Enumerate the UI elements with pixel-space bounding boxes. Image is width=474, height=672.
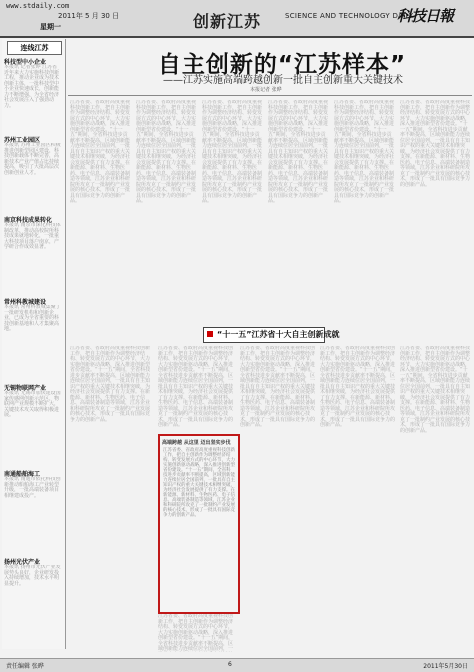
article-column: 江苏省委、省政府高度重视科技创新工作，把自主创新作为调整经济结构、转变发展方式的中心环节，大力实施创新驱动战略，深入推进创新型省份建设。“十一五”期间，全省科技进步贡献率不断提高，区域创新能力连续位居全国前列，一批具有自主知识产权的重大关键技术相继突破，为经济社会发展提供了有力支撑。在新能源、新材料、生物医药、电子信息、高端装备制造等领域，江苏企业和科研院所攻克了一批制约产业发展的核心技术，形成了一批具有国际竞争力的创新产品。 xyxy=(268,100,329,204)
main-headline: 自主创新的“江苏样本” xyxy=(157,52,407,78)
sidebar-item-headline[interactable]: 苏州工业园区 xyxy=(4,137,41,144)
highlighted-article-caption: 高端跨越 从这里 迈出坚实步伐 xyxy=(162,440,231,446)
sidebar-item-headline[interactable]: 科技型中小企业 xyxy=(4,59,47,66)
footer-editor: 责任编辑 张晔 xyxy=(6,663,44,670)
masthead-rule xyxy=(0,36,474,38)
paper-english-name: SCIENCE AND TECHNOLOGY DAILY xyxy=(285,12,414,20)
sidebar-item-text: 本报讯 南通市依托科技创新推动船舶海工产业转型升级，一批高端装备项目相继建成投产。 xyxy=(4,477,61,499)
weekday: 星期一 xyxy=(40,23,61,31)
article-column: 江苏省委、省政府高度重视科技创新工作，把自主创新作为调整经济结构、转变发展方式的中心环节，大力实施创新驱动战略，深入推进创新型省份建设。“十一五”期间，全省科技进步贡献率不断提高，区域创新能力连续位居全国前列，一批具有自主知识产权的重大关键技术相继突破，为经济社会发展提供了有力支撑。在新能源、新材料、生物医药、电子信息、高端装备制造等领域，江苏企业和科研院所攻克了一批制约产业发展的核心技术，形成了一批具有国际竞争力的创新产品。 xyxy=(400,346,470,434)
sidebar-item-text: 本报讯 扬州市光伏产业发展势头良好，企业研发投入持续增加，技术水平明显提升。 xyxy=(4,565,61,587)
article-column: 江苏省委、省政府高度重视科技创新工作，把自主创新作为调整经济结构、转变发展方式的中心环节，大力实施创新驱动战略，深入推进创新型省份建设。“十一五”期间，全省科技进步贡献率不断提高，区域创新能力连续位居全国前列，一 xyxy=(158,614,234,652)
footer-date: 2011年5月30日 xyxy=(423,663,468,670)
site-url[interactable]: www.stdaily.com xyxy=(6,2,70,10)
sidebar-item-headline[interactable]: 扬州光伏产业 xyxy=(4,559,41,566)
sidebar-item-headline[interactable]: 常州科教城建设 xyxy=(4,299,47,306)
article-column: 江苏省委、省政府高度重视科技创新工作，把自主创新作为调整经济结构、转变发展方式的中心环节，大力实施创新驱动战略，深入推进创新型省份建设。“十一五”期间，全省科技进步贡献率不断提高，区域创新能力连续位居全国前列，一批具有自主知识产权的重大关键技术相继突破，为经济社会发展提供了有力支撑。在新能源、新材料、生物医药、电子信息、高端装备制造等领域，江苏企业和科研院所攻克了一批制约产业发展的核心技术，形成了一批具有国际竞争力的创新产品。 xyxy=(202,100,263,204)
sidebar-item-headline[interactable]: 南通船舶海工 xyxy=(4,471,41,478)
paper-logo: 科技日報 xyxy=(397,7,454,25)
sub-headline: ——江苏实施高端跨越创新一批自主创新重大关键技术 xyxy=(163,75,403,86)
sidebar xyxy=(2,39,66,649)
masthead xyxy=(0,0,474,37)
article-column: 江苏省委、省政府高度重视科技创新工作，把自主创新作为调整经济结构、转变发展方式的中心环节，大力实施创新驱动战略，深入推进创新型省份建设。“十一五”期间，全省科技进步贡献率不断提高，区域创新能力连续位居全国前列，一批具有自主知识产权的重大关键技术相继突破，为经济社会发展提供了有力支撑。在新能源、新材料、生物医药、电子信息、高端装备制造等领域，江苏企业和科研院所攻克了一批制约产业发展的核心技术，形成了一批具有国际竞争力的创新产品。 xyxy=(400,100,470,188)
sidebar-item-text: 本报讯 苏州工业园区积极推进创新型园区建设，科技创新载体不断完善，高新技术产业产值占比持续提高，吸引了大批高层次创新创业人才。 xyxy=(4,143,61,176)
sidebar-item-text: 本报讯 南京市深化科技体制改革，推动高校院所科技成果就地转化，一批重大科技项目落户南京，产学研合作成效显著。 xyxy=(4,223,61,250)
article-column: 江苏省委、省政府高度重视科技创新工作，把自主创新作为调整经济结构、转变发展方式的中心环节，大力实施创新驱动战略，深入推进创新型省份建设。“十一五”期间，全省科技进步贡献率不断提高，区域创新能力连续位居全国前列，一批具有自主知识产权的重大关键技术相继突破，为经济社会发展提供了有力支撑。在新能源、新材料、生物医药、电子信息、高端装备制造等领域，江苏企业和科研院所攻克了一批制约产业发展的核心技术，形成了一批具有国际竞争力的创新产品。 xyxy=(70,100,131,204)
page-number: 6 xyxy=(228,661,232,668)
highlighted-article-text: 江苏省委、省政府高度重视科技创新工作，把自主创新作为调整经济结构、转变发展方式的中心环节，大力实施创新驱动战略，深入推进创新型省份建设。“十一五”期间，全省科技进步贡献率不断提高，区域创新能力连续位居全国前列，一批具有自主知识产权的重大关键技术相继突破，为经济社会发展提供了有力支撑。在新能源、新材料、生物医药、电子信息、高端装备制造等领域，江苏企业和科研院所攻克了一批制约产业发展的核心技术，形成了一批具有国际竞争力的创新产品。 xyxy=(163,448,235,518)
article-column: 江苏省委、省政府高度重视科技创新工作，把自主创新作为调整经济结构、转变发展方式的中心环节，大力实施创新驱动战略，深入推进创新型省份建设。“十一五”期间，全省科技进步贡献率不断提高，区域创新能力连续位居全国前列，一批具有自主知识产权的重大关键技术相继突破，为经济社会发展提供了有力支撑。在新能源、新材料、生物医药、电子信息、高端装备制造等领域，江苏企业和科研院所攻克了一批制约产业发展的核心技术，形成了一批具有国际竞争力的创新产品。 xyxy=(334,100,395,204)
page-footer xyxy=(0,658,474,672)
section-title: 创新江苏 xyxy=(193,12,262,31)
sidebar-item-headline[interactable]: 无锡物联网产业 xyxy=(4,385,47,392)
divider xyxy=(68,95,472,96)
sidebar-item-headline[interactable]: 南京科技成果转化 xyxy=(4,217,53,224)
banner-marker-icon xyxy=(207,331,213,337)
highlighted-article[interactable] xyxy=(158,434,240,614)
article-column: 江苏省委、省政府高度重视科技创新工作，把自主创新作为调整经济结构、转变发展方式的中心环节，大力实施创新驱动战略，深入推进创新型省份建设。“十一五”期间，全省科技进步贡献率不断提高，区域创新能力连续位居全国前列，一批具有自主知识产权的重大关键技术相继突破，为经济社会发展提供了有力支撑。在新能源、新材料、生物医药、电子信息、高端装备制造等领域，江苏企业和科研院所攻克了一批制约产业发展的核心技术，形成了一批具有国际竞争力的创新产品。 xyxy=(70,346,151,423)
sidebar-item-text: 本报讯 常州科教城集聚了一批研发机构和创新企业，已成为全省重要的科技创新基地和人才集聚高地。 xyxy=(4,305,61,332)
sidebar-item-text: 本报讯 无锡市加快建设国家传感网创新示范区，物联网产业规模不断扩大，关键技术攻关取得积极进展。 xyxy=(4,391,61,418)
article-column: 江苏省委、省政府高度重视科技创新工作，把自主创新作为调整经济结构、转变发展方式的中心环节，大力实施创新驱动战略，深入推进创新型省份建设。“十一五”期间，全省科技进步贡献率不断提高，区域创新能力连续位居全国前列，一批具有自主知识产权的重大关键技术相继突破，为经济社会发展提供了有力支撑。在新能源、新材料、生物医药、电子信息、高端装备制造等领域，江苏企业和科研院所攻克了一批制约产业发展的核心技术，形成了一批具有国际竞争力的创新产品。 xyxy=(240,346,316,428)
sidebar-item-text: 本报讯 记者张晔 江苏省近年来大力实施科技创新工程，推动企业成为技术创新主体，一批科技型中小企业快速成长，创新能力不断增强，为全省经济社会发展注入了强劲动力。 xyxy=(4,65,60,109)
banner-title: “十一五”江苏省十大自主创新成就 xyxy=(217,330,340,339)
article-column: 江苏省委、省政府高度重视科技创新工作，把自主创新作为调整经济结构、转变发展方式的中心环节，大力实施创新驱动战略，深入推进创新型省份建设。“十一五”期间，全省科技进步贡献率不断提高，区域创新能力连续位居全国前列，一批具有自主知识产权的重大关键技术相继突破，为经济社会发展提供了有力支撑。在新能源、新材料、生物医药、电子信息、高端装备制造等领域，江苏企业和科研院所攻克了一批制约产业发展的核心技术，形成了一批具有国际竞争力的创新产品。 xyxy=(136,100,197,204)
article-column: 江苏省委、省政府高度重视科技创新工作，把自主创新作为调整经济结构、转变发展方式的中心环节，大力实施创新驱动战略，深入推进创新型省份建设。“十一五”期间，全省科技进步贡献率不断提高，区域创新能力连续位居全国前列，一批具有自主知识产权的重大关键技术相继突破，为经济社会发展提供了有力支撑。在新能源、新材料、生物医药、电子信息、高端装备制造等领域，江苏企业和科研院所攻克了一批制约产业发展的核心技术，形成了一批具有国际竞争力的创新产品。 xyxy=(320,346,396,428)
article-column: 江苏省委、省政府高度重视科技创新工作，把自主创新作为调整经济结构、转变发展方式的中心环节，大力实施创新驱动战略，深入推进创新型省份建设。“十一五”期间，全省科技进步贡献率不断提高，区域创新能力连续位居全国前列，一批具有自主知识产权的重大关键技术相继突破，为经济社会发展提供了有力支撑。在新能源、新材料、生物医药、电子信息、高端装备制造等领域，江苏企业和科研院所攻克了一批制约产业发展的核心技术，形成了一批具有国际竞争力的创新产品。 xyxy=(158,346,234,428)
sidebar-title: 连线江苏 xyxy=(7,41,62,55)
issue-date: 2011年 5 月 30 日 xyxy=(58,12,120,20)
section-banner xyxy=(203,327,340,343)
byline: 本报记者 张晔 xyxy=(250,87,282,93)
